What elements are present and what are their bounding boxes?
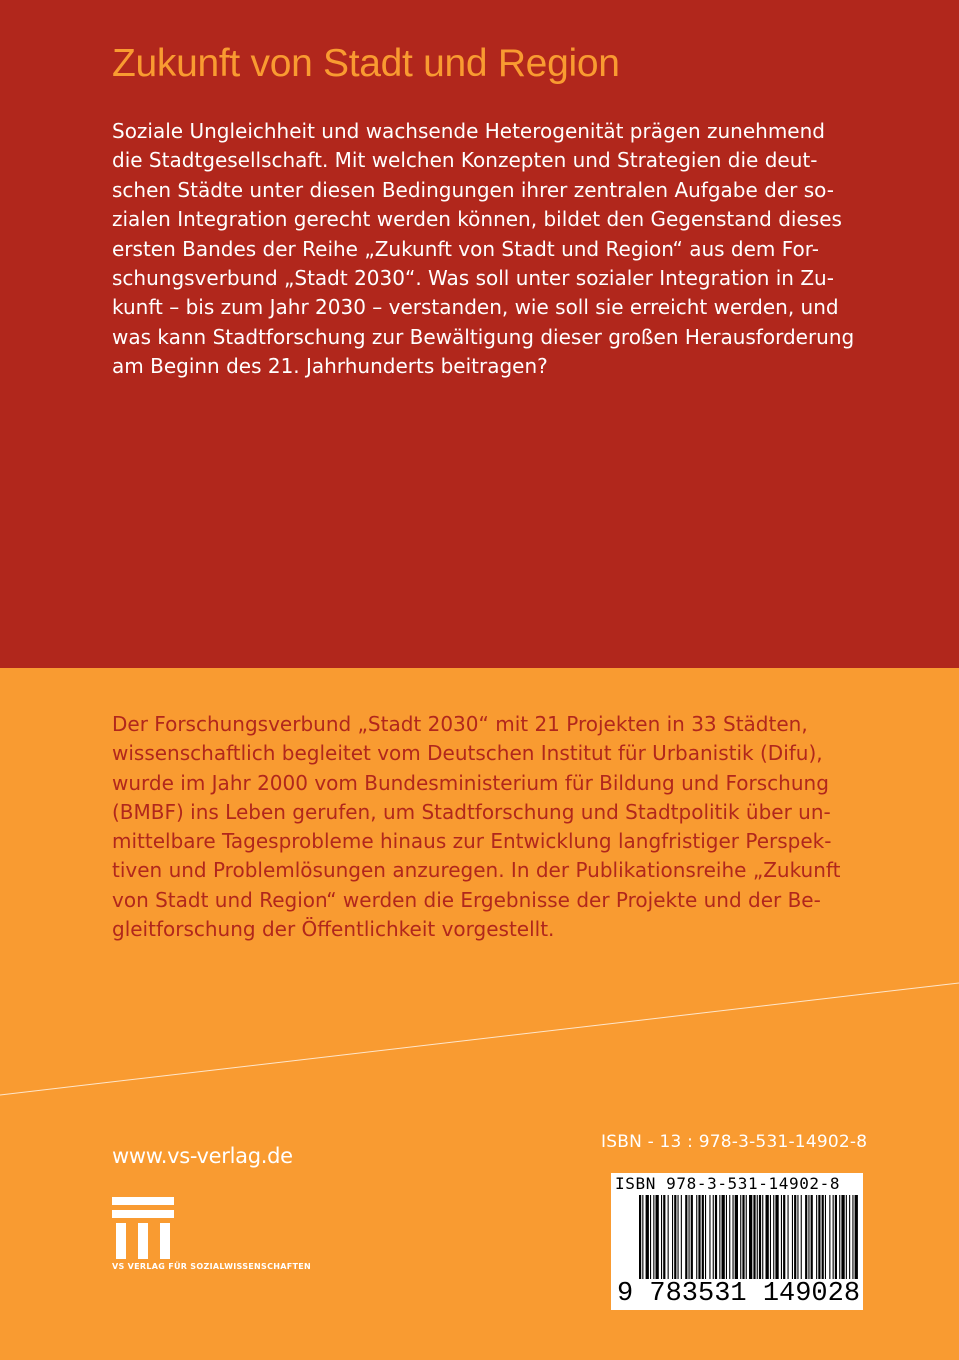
book-description: Soziale Ungleichheit und wachsende Heterogenität prägen zunehmend die Stadtgesellschaft. Mit welchen Konzepten und Strategien die deut- schen Städte unter diesen Bedingungen ihrer zentralen Aufgabe der so- zialen Integration gerecht werden können, bildet den Gegenstand dieses ersten Bandes der Reihe „Zukunft von Stadt und Region“ aus dem For- schungsverbund „Stadt 2030“. Was soll unter sozialer Integration in Zu- kunft – bis zum Jahr 2030 – verstanden, wie soll sie erreicht werden, und was kann Stadtforschung zur Bewältigung dieser großen Herausforderung am Beginn des 21. Jahrhunderts beitragen? <box>112 119 855 379</box>
book-title: Zukunft von Stadt und Region <box>112 42 620 85</box>
publisher-name: VS VERLAG FÜR SOZIALWISSENSCHAFTEN <box>112 1262 312 1271</box>
isbn-label: ISBN - 13 : 978-3-531-14902-8 <box>601 1132 868 1152</box>
publisher-website: www.vs-verlag.de <box>112 1144 293 1168</box>
vs-verlag-logo-icon <box>112 1197 174 1259</box>
series-description: Der Forschungsverbund „Stadt 2030“ mit 21 Projekten in 33 Städten, wissenschaftlich begleitet vom Deutschen Institut für Urbanistik (Difu), wurde im Jahr 2000 vom Bundesministerium für Bildung und Forschung (BMBF) ins Leben gerufen, um Stadtforschung und Stadtpolitik über un- mittelbare Tagesprobleme hinaus zur Entwicklung langfristiger Perspek- tiven und Problemlösungen anzuregen. In der Publikationsreihe „Zukunft von Stadt und Region“ werden die Ergebnisse der Projekte und der Be- gleitforschung der Öffentlichkeit vorgestellt. <box>112 712 841 942</box>
isbn-barcode <box>611 1173 863 1310</box>
barcode-digits: 9 783531 149028 <box>617 1279 861 1309</box>
barcode-isbn-text: ISBN 978-3-531-14902-8 <box>615 1174 841 1193</box>
